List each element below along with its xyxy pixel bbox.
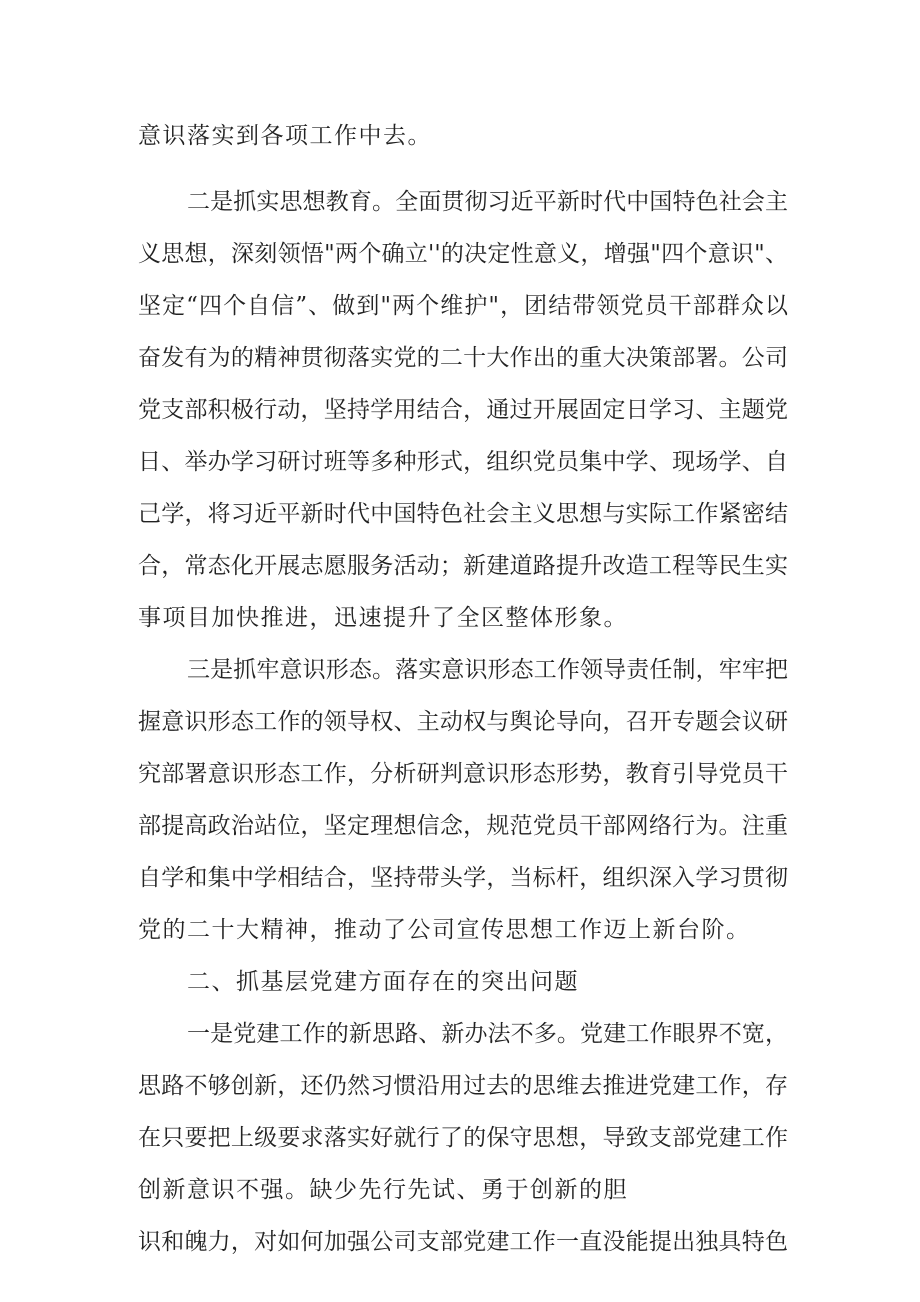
text-line-2: 二是抓实思想教育。全面贯彻习近平新时代中国特色社会主 — [187, 189, 788, 215]
text-line-5: 奋发有为的精神贯彻落实党的二十大作出的重大决策部署。公司 — [138, 345, 788, 371]
text-line-7: 日、举办学习研讨班等多种形式，组织党员集中学、现场学、自 — [138, 449, 788, 475]
section-heading: 二、抓基层党建方面存在的突出问题 — [187, 969, 579, 995]
text-line-13: 究部署意识形态工作，分析研判意识形态形势，教育引导党员干 — [138, 761, 788, 787]
text-line-20: 在只要把上级要求落实好就行了的保守思想，导致支部党建工作 — [138, 1125, 788, 1151]
text-line-9: 合，常态化开展志愿服务活动；新建道路提升改造工程等民生实 — [138, 553, 788, 579]
text-line-18: 一是党建工作的新思路、新办法不多。党建工作眼界不宽， — [187, 1021, 788, 1047]
text-line-6: 党支部积极行动，坚持学用结合，通过开展固定日学习、主题党 — [138, 397, 788, 423]
text-line-12: 握意识形态工作的领导权、主动权与舆论导向，召开专题会议研 — [138, 709, 788, 735]
text-line-1: 意识落实到各项工作中去。 — [138, 123, 432, 149]
text-line-14: 部提高政治站位，坚定理想信念，规范党员干部网络行为。注重 — [138, 813, 788, 839]
text-line-4: 坚定“四个自信”、做到"两个维护"，团结带领党员干部群众以 — [138, 293, 788, 319]
text-line-21: 创新意识不强。缺少先行先试、勇于创新的胆 — [138, 1177, 628, 1203]
text-line-22: 识和魄力，对如何加强公司支部党建工作一直没能提出独具特色 — [138, 1229, 788, 1255]
text-line-16: 党的二十大精神，推动了公司宣传思想工作迈上新台阶。 — [138, 917, 751, 943]
text-line-8: 己学，将习近平新时代中国特色社会主义思想与实际工作紧密结 — [138, 501, 788, 527]
text-line-15: 自学和集中学相结合，坚持带头学，当标杆，组织深入学习贯彻 — [138, 865, 788, 891]
text-line-3: 义思想，深刻领悟"两个确立''的决定性意义，增强"四个意识"、 — [138, 241, 788, 267]
text-line-11: 三是抓牢意识形态。落实意识形态工作领导责任制，牢牢把 — [187, 657, 788, 683]
text-line-19: 思路不够创新，还仍然习惯沿用过去的思维去推进党建工作，存 — [138, 1073, 788, 1099]
text-line-10: 事项目加快推进，迅速提升了全区整体形象。 — [138, 605, 628, 631]
